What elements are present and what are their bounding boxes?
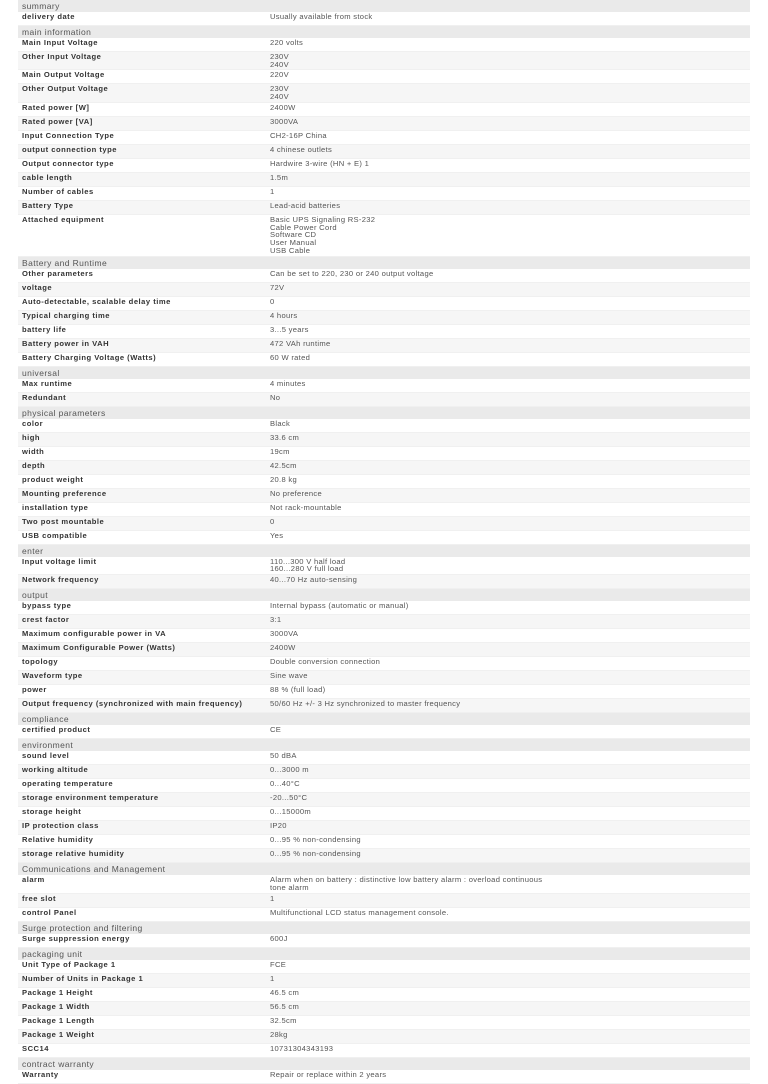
spec-value-line: Can be set to 220, 230 or 240 output voltage [270, 268, 434, 278]
spec-value [270, 216, 750, 255]
spec-label: operating temperature [22, 779, 114, 789]
spec-label: color [22, 418, 44, 428]
spec-value [270, 876, 750, 891]
spec-row [18, 70, 750, 84]
spec-row [18, 835, 750, 849]
spec-value-line: Not rack-mountable [270, 502, 342, 512]
spec-value [270, 490, 750, 498]
spec-section [18, 739, 750, 863]
spec-label: Battery Type [22, 200, 74, 210]
spec-row [18, 339, 750, 353]
spec-row [18, 489, 750, 503]
spec-value [270, 836, 750, 844]
spec-value [270, 766, 750, 774]
spec-value [270, 13, 750, 21]
spec-value-line: 50/60 Hz +/- 3 Hz synchronized to master frequency [270, 699, 461, 709]
spec-label: high [22, 432, 41, 442]
spec-label: Network frequency [22, 575, 99, 585]
spec-row [18, 517, 750, 531]
spec-label: cable length [22, 172, 73, 182]
spec-label: power [22, 685, 47, 695]
spec-row [18, 419, 750, 433]
spec-value [270, 270, 750, 278]
spec-section [18, 948, 750, 1058]
section-header: output [18, 589, 750, 601]
spec-row [18, 52, 750, 70]
spec-label: voltage [22, 282, 53, 292]
spec-value [270, 420, 750, 428]
spec-row [18, 173, 750, 187]
spec-label: Max runtime [22, 378, 73, 388]
spec-section [18, 922, 750, 948]
spec-value-line: 230V [270, 84, 289, 94]
spec-value [270, 202, 750, 210]
spec-value [270, 132, 750, 140]
spec-value [270, 895, 750, 903]
spec-value-line: 472 VAh runtime [270, 338, 331, 348]
spec-label: Auto-detectable, scalable delay time [22, 296, 171, 306]
spec-value-line: 72V [270, 282, 285, 292]
spec-row [18, 38, 750, 52]
spec-row [18, 283, 750, 297]
spec-value-line: 32.5cm [270, 1015, 297, 1025]
spec-value-line: 240V [270, 92, 289, 102]
spec-row [18, 1016, 750, 1030]
spec-row [18, 269, 750, 283]
spec-value [270, 118, 750, 126]
spec-row [18, 503, 750, 517]
spec-label: free slot [22, 893, 57, 903]
spec-label: IP protection class [22, 821, 99, 831]
spec-label: Rated power [VA] [22, 116, 93, 126]
spec-value-line: Usually available from stock [270, 12, 373, 21]
spec-value-line: tone alarm [270, 882, 309, 892]
spec-label: Output frequency (synchronized with main frequency) [22, 699, 243, 709]
spec-value-line: 600J [270, 933, 288, 943]
spec-label: Package 1 Weight [22, 1029, 95, 1039]
spec-value-line: Alarm when on battery : distinctive low battery alarm : overload continuous [270, 875, 543, 885]
spec-value-line: 1 [270, 186, 275, 196]
spec-value [270, 935, 750, 943]
spec-value-line: 220 volts [270, 38, 304, 47]
spec-value-line: 0...95 % non-condensing [270, 849, 361, 859]
spec-value [270, 558, 750, 573]
spec-value-line: Repair or replace within 2 years [270, 1069, 387, 1079]
spec-value-line: Internal bypass (automatic or manual) [270, 601, 409, 611]
spec-value [270, 1031, 750, 1039]
spec-row [18, 807, 750, 821]
spec-label: width [22, 446, 45, 456]
spec-value [270, 850, 750, 858]
spec-label: installation type [22, 502, 89, 512]
spec-value-line: 4 chinese outlets [270, 144, 333, 154]
spec-value-line: 3:1 [270, 615, 282, 625]
spec-value [270, 644, 750, 652]
spec-value-line: 40...70 Hz auto-sensing [270, 575, 358, 585]
spec-row [18, 433, 750, 447]
spec-label: Other Output Voltage [22, 84, 109, 94]
spec-value [270, 686, 750, 694]
spec-label: Input Connection Type [22, 130, 115, 140]
spec-value [270, 630, 750, 638]
spec-label: storage relative humidity [22, 849, 125, 859]
spec-label: crest factor [22, 615, 70, 625]
spec-row [18, 671, 750, 685]
spec-label: delivery date [22, 12, 75, 21]
spec-value-line: 3000VA [270, 629, 299, 639]
section-header: enter [18, 545, 750, 557]
spec-value [270, 326, 750, 334]
spec-value [270, 284, 750, 292]
spec-value [270, 476, 750, 484]
spec-row [18, 201, 750, 215]
spec-row [18, 475, 750, 489]
spec-value-line: Sine wave [270, 671, 308, 681]
spec-row [18, 601, 750, 615]
spec-value [270, 532, 750, 540]
spec-section [18, 589, 750, 713]
spec-label: Rated power [W] [22, 102, 90, 112]
spec-value-line: FCE [270, 959, 287, 969]
spec-value [270, 340, 750, 348]
spec-label: Other Input Voltage [22, 52, 102, 61]
spec-label: depth [22, 460, 46, 470]
spec-value-line: No [270, 392, 281, 402]
spec-value [270, 1017, 750, 1025]
spec-value-line: 19cm [270, 446, 290, 456]
spec-row [18, 699, 750, 713]
spec-value-line: CH2-16P China [270, 130, 327, 140]
spec-label: Number of Units in Package 1 [22, 973, 144, 983]
spec-value-line: 0 [270, 296, 275, 306]
spec-row [18, 159, 750, 173]
spec-row [18, 84, 750, 102]
spec-value [270, 672, 750, 680]
spec-row [18, 643, 750, 657]
spec-label: Number of cables [22, 186, 94, 196]
spec-row [18, 615, 750, 629]
spec-value [270, 462, 750, 470]
spec-label: Battery Charging Voltage (Watts) [22, 352, 157, 362]
spec-row [18, 908, 750, 922]
spec-row [18, 793, 750, 807]
spec-value [270, 39, 750, 47]
section-header: contract warranty [18, 1058, 750, 1070]
spec-row [18, 575, 750, 589]
spec-row [18, 447, 750, 461]
spec-value-line: Hardwire 3-wire (HN + E) 1 [270, 158, 370, 168]
spec-row [18, 379, 750, 393]
section-header: compliance [18, 713, 750, 725]
spec-value-line: Basic UPS Signaling RS-232 [270, 214, 376, 224]
spec-row [18, 131, 750, 145]
spec-row [18, 117, 750, 131]
spec-value [270, 146, 750, 154]
spec-value [270, 726, 750, 734]
spec-value [270, 518, 750, 526]
spec-value [270, 700, 750, 708]
spec-value-line: 0 [270, 516, 275, 526]
spec-label: bypass type [22, 601, 72, 611]
spec-row [18, 297, 750, 311]
spec-value-line: 2400W [270, 643, 296, 653]
spec-row [18, 657, 750, 671]
spec-value-line: 220V [270, 70, 289, 80]
spec-value [270, 576, 750, 584]
spec-row [18, 629, 750, 643]
spec-value [270, 808, 750, 816]
spec-label: Package 1 Width [22, 1001, 90, 1011]
spec-value [270, 658, 750, 666]
spec-value-line: 10731304343193 [270, 1043, 334, 1053]
spec-label: Package 1 Height [22, 987, 93, 997]
spec-value-line: -20...50°C [270, 793, 308, 803]
spec-label: certified product [22, 725, 91, 735]
spec-section [18, 545, 750, 589]
spec-label: USB compatible [22, 530, 88, 540]
spec-row [18, 1002, 750, 1016]
spec-value-line: IP20 [270, 821, 287, 831]
spec-value [270, 1045, 750, 1053]
spec-value [270, 394, 750, 402]
spec-value-line: 1 [270, 893, 275, 903]
spec-row [18, 988, 750, 1002]
spec-value-line: User Manual [270, 238, 317, 248]
section-header: main information [18, 26, 750, 38]
spec-row [18, 960, 750, 974]
spec-row [18, 725, 750, 739]
spec-label: Surge suppression energy [22, 933, 130, 943]
spec-value [270, 298, 750, 306]
spec-row [18, 821, 750, 835]
spec-label: sound level [22, 751, 70, 761]
spec-row [18, 215, 750, 257]
spec-value-line: 50 dBA [270, 751, 297, 761]
spec-row [18, 557, 750, 575]
spec-table [18, 0, 750, 1084]
spec-value [270, 794, 750, 802]
spec-value [270, 822, 750, 830]
spec-row [18, 751, 750, 765]
section-header: environment [18, 739, 750, 751]
spec-value [270, 71, 750, 79]
spec-label: topology [22, 657, 59, 667]
spec-row [18, 779, 750, 793]
spec-section [18, 863, 750, 921]
spec-value [270, 160, 750, 168]
spec-value-line: CE [270, 725, 282, 735]
spec-value [270, 354, 750, 362]
spec-value-line: 160...280 V full load [270, 564, 344, 574]
spec-value-line: 0...40°C [270, 779, 300, 789]
spec-row [18, 325, 750, 339]
spec-label: Maximum Configurable Power (Watts) [22, 643, 176, 653]
spec-label: battery life [22, 324, 67, 334]
spec-row [18, 187, 750, 201]
spec-value [270, 312, 750, 320]
spec-label: Redundant [22, 392, 67, 402]
spec-label: alarm [22, 875, 45, 885]
spec-row [18, 145, 750, 159]
spec-value-line: 4 hours [270, 310, 298, 320]
spec-value-line: 0...15000m [270, 807, 311, 817]
spec-value-line: Multifunctional LCD status management console. [270, 907, 449, 917]
spec-value [270, 989, 750, 997]
spec-value [270, 85, 750, 100]
spec-row [18, 934, 750, 948]
spec-value-line: 1.5m [270, 172, 289, 182]
spec-value [270, 602, 750, 610]
spec-row [18, 393, 750, 407]
spec-value [270, 1071, 750, 1079]
spec-value-line: No preference [270, 488, 323, 498]
spec-label: Typical charging time [22, 310, 111, 320]
spec-row [18, 974, 750, 988]
spec-value [270, 434, 750, 442]
spec-section [18, 713, 750, 739]
spec-label: Unit Type of Package 1 [22, 959, 116, 969]
spec-label: Output connector type [22, 158, 114, 168]
spec-section [18, 0, 750, 26]
spec-value [270, 961, 750, 969]
spec-label: SCC14 [22, 1043, 49, 1053]
spec-value-line: 56.5 cm [270, 1001, 300, 1011]
spec-value-line: 60 W rated [270, 352, 311, 362]
spec-row [18, 894, 750, 908]
spec-section [18, 407, 750, 545]
spec-label: output connection type [22, 144, 117, 154]
spec-value [270, 909, 750, 917]
spec-value-line: 230V [270, 52, 289, 61]
spec-value [270, 380, 750, 388]
spec-label: Attached equipment [22, 214, 104, 224]
spec-row [18, 461, 750, 475]
spec-label: product weight [22, 474, 84, 484]
spec-value-line: 28kg [270, 1029, 288, 1039]
section-header: packaging unit [18, 948, 750, 960]
spec-row [18, 311, 750, 325]
spec-value [270, 504, 750, 512]
section-header: universal [18, 367, 750, 379]
spec-section [18, 257, 750, 367]
spec-row [18, 685, 750, 699]
spec-label: Main Input Voltage [22, 38, 98, 47]
spec-label: control Panel [22, 907, 77, 917]
spec-value-line: Double conversion connection [270, 657, 381, 667]
spec-value-line: 4 minutes [270, 378, 306, 388]
spec-row [18, 353, 750, 367]
spec-label: Mounting preference [22, 488, 107, 498]
spec-row [18, 531, 750, 545]
section-header: Surge protection and filtering [18, 922, 750, 934]
spec-row [18, 1044, 750, 1058]
spec-value [270, 975, 750, 983]
section-header: summary [18, 0, 750, 12]
section-header: Communications and Management [18, 863, 750, 875]
spec-label: Main Output Voltage [22, 70, 105, 80]
spec-value [270, 104, 750, 112]
spec-row [18, 849, 750, 863]
spec-label: storage environment temperature [22, 793, 159, 803]
spec-label: Warranty [22, 1069, 59, 1079]
spec-value-line: Lead-acid batteries [270, 200, 341, 210]
spec-value-line: 3000VA [270, 116, 299, 126]
spec-value-line: Yes [270, 530, 284, 540]
spec-value [270, 53, 750, 68]
spec-value-line: 110...300 V half load [270, 556, 346, 566]
spec-label: working altitude [22, 765, 89, 775]
spec-value-line: USB Cable [270, 245, 311, 255]
spec-row [18, 103, 750, 117]
spec-value-line: 0...3000 m [270, 765, 309, 775]
spec-value-line: 33.6 cm [270, 432, 300, 442]
spec-label: Input voltage limit [22, 556, 97, 566]
spec-value-line: 88 % (full load) [270, 685, 326, 695]
spec-row [18, 765, 750, 779]
spec-value-line: Software CD [270, 230, 317, 240]
spec-label: Two post mountable [22, 516, 105, 526]
spec-row [18, 1070, 750, 1084]
spec-value [270, 752, 750, 760]
spec-value-line: 240V [270, 59, 289, 69]
spec-value-line: Cable Power Cord [270, 222, 337, 232]
spec-value-line: 0...95 % non-condensing [270, 835, 361, 845]
spec-value-line: Black [270, 418, 291, 428]
spec-value [270, 1003, 750, 1011]
spec-section [18, 26, 750, 257]
spec-value-line: 3...5 years [270, 324, 309, 334]
spec-value-line: 1 [270, 973, 275, 983]
spec-label: Relative humidity [22, 835, 94, 845]
spec-value-line: 46.5 cm [270, 987, 300, 997]
spec-value [270, 616, 750, 624]
spec-label: storage height [22, 807, 82, 817]
spec-section [18, 367, 750, 407]
spec-row [18, 875, 750, 893]
spec-label: Maximum configurable power in VA [22, 629, 167, 639]
spec-value [270, 188, 750, 196]
spec-value [270, 174, 750, 182]
section-header: physical parameters [18, 407, 750, 419]
spec-value-line: 20.8 kg [270, 474, 298, 484]
spec-value-line: 42.5cm [270, 460, 297, 470]
spec-label: Other parameters [22, 268, 94, 278]
spec-row [18, 1030, 750, 1044]
section-header: Battery and Runtime [18, 257, 750, 269]
spec-label: Battery power in VAH [22, 338, 110, 348]
spec-value [270, 448, 750, 456]
spec-value [270, 780, 750, 788]
spec-row [18, 12, 750, 26]
spec-section [18, 1058, 750, 1084]
spec-value-line: 2400W [270, 102, 296, 112]
spec-label: Waveform type [22, 671, 83, 681]
spec-label: Package 1 Length [22, 1015, 95, 1025]
